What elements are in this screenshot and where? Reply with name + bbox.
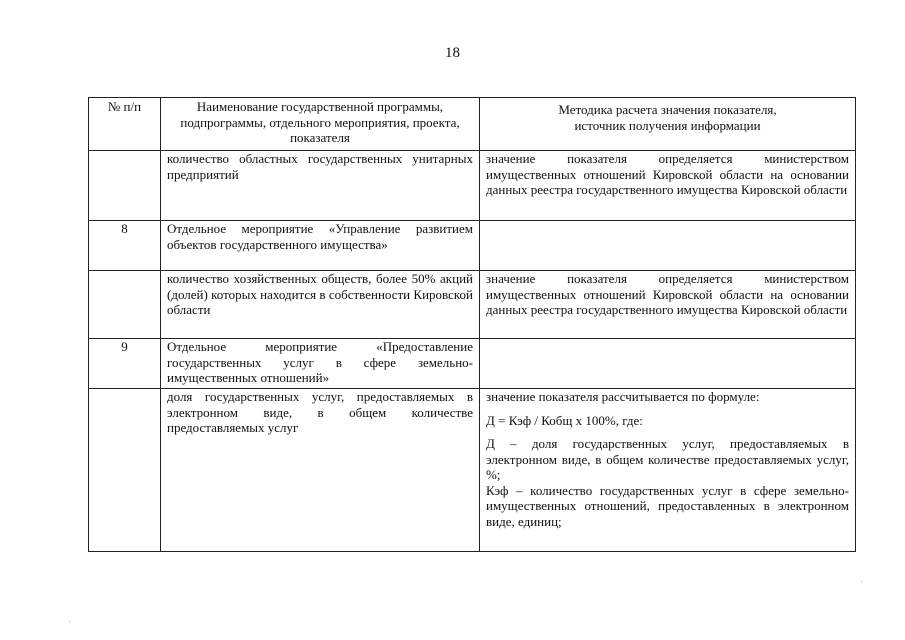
row-name: количество областных государственных унитарных предприятий — [161, 151, 480, 221]
row-method: значение показателя определяется министерством имущественных отношений Кировской области на основании данных реестра государственного имущества Кировской области — [480, 271, 856, 339]
table-row — [89, 271, 856, 339]
row-number — [89, 389, 161, 552]
method-intro: значение показателя рассчитывается по формуле: — [486, 389, 760, 404]
header-name — [161, 98, 480, 151]
indicator-methodology-table — [88, 97, 856, 552]
header-name-text: Наименование государственной программы, подпрограммы, отдельного мероприятия, проекта, показателя — [180, 99, 460, 145]
page-number: 18 — [445, 45, 460, 61]
row-number — [89, 151, 161, 221]
table-row — [89, 389, 856, 552]
row-name: Отдельное мероприятие «Управление развитием объектов государственного имущества» — [161, 221, 480, 271]
row-number: 9 — [89, 339, 161, 389]
row-method: значение показателя определяется министерством имущественных отношений Кировской области на основании данных реестра государственного имущества Кировской области — [480, 151, 856, 221]
scan-dot-mark: · — [860, 578, 863, 587]
row-method — [480, 339, 856, 389]
row-number — [89, 271, 161, 339]
row-method — [480, 221, 856, 271]
row-name: доля государственных услуг, предоставляемых в электронном виде, в общем количестве предоставляемых услуг — [161, 389, 480, 552]
header-method — [480, 98, 856, 151]
definition-kef: Кэф – количество государственных услуг в сфере земельно-имущественных отношений, предоставленных в электронном виде, единиц; — [486, 482, 849, 529]
table-row — [89, 151, 856, 221]
row-name: количество хозяйственных обществ, более 50% акций (долей) которых находится в собственности Кировской области — [161, 271, 480, 339]
definition-d: Д – доля государственных услуг, предоставляемых в электронном виде, в общем количестве предоставляемых услуг, %; — [486, 436, 849, 482]
row-number: 8 — [89, 221, 161, 271]
header-number-text: № п/п — [107, 99, 142, 114]
table-row — [89, 221, 856, 271]
formula: Д = Кэф / Кобщ x 100%, где: — [486, 412, 643, 428]
scan-dot-mark: · — [68, 618, 71, 627]
header-number — [89, 98, 161, 151]
header-method-text: Методика расчета значения показателя, источник получения информации — [558, 102, 777, 133]
table-row — [89, 339, 856, 389]
row-name: Отдельное мероприятие «Предоставление государственных услуг в сфере земельно-имущественных отношений» — [161, 339, 480, 389]
table-header-row — [89, 98, 856, 151]
row-method — [480, 389, 856, 552]
